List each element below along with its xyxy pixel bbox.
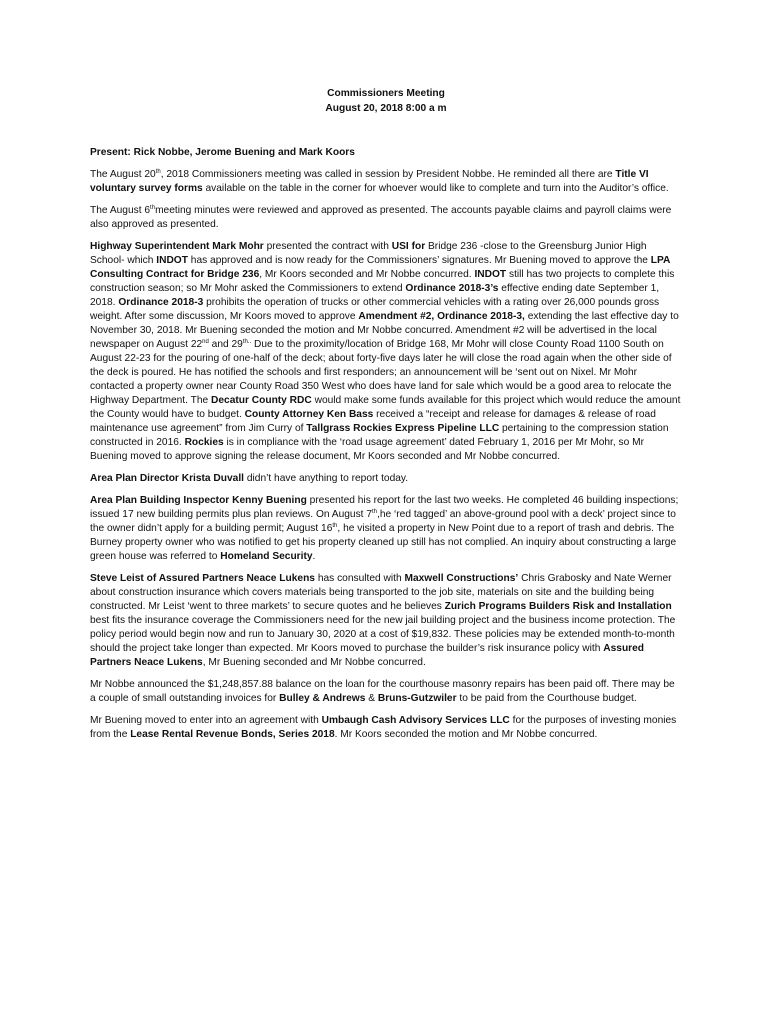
- paragraph-text: still has two projects to complete this construction season; so Mr Mohr asked the Commissioners to extend: [90, 269, 675, 294]
- paragraph-text: Mr Nobbe announced the $1,248,857.88 balance on the loan for the courthouse masonry repairs has been paid off. There may be a couple of small outstanding invoices for: [90, 679, 675, 704]
- bold-text: Ordinance 2018-3’s: [405, 283, 499, 294]
- bold-text: Title VI voluntary survey forms: [90, 169, 649, 194]
- bold-text: Umbaugh Cash Advisory Services LLC: [321, 715, 510, 726]
- paragraph-text: prohibits the operation of trucks or other commercial vehicles with a rating over 26,000 pounds gross weight. After some discussion, Mr Koors moved to approve: [90, 297, 660, 322]
- bold-text: INDOT: [156, 255, 188, 266]
- paragraph-text: , Mr Koors seconded and Mr Nobbe concurred.: [259, 269, 475, 280]
- bold-text: Tallgrass Rockies Express Pipeline LLC: [306, 423, 500, 434]
- paragraph-text: Bridge 236 -close to the Greensburg Junior High School- which: [90, 241, 647, 266]
- paragraph-text: received a “receipt and release for damages & release of road maintenance use agreement” from Jim Curry of: [90, 409, 656, 434]
- bold-text: Maxwell Constructions’: [404, 573, 519, 584]
- paragraph-text: Due to the proximity/location of Bridge 168, Mr Mohr will close County Road 1100 South on August 22-23 for the pouring of one-half of the deck; about forty-five days later he will close the road again when the other side of the deck is poured. He has notified the schools and first responders; an announcement will be ‘sent out on Nixel. Mr Mohr contacted a property owner near County Road 350 West who does have land for sale which would be a good area to relocate the Highway Department. The: [90, 339, 672, 406]
- paragraph-text: to be paid from the Courthouse budget.: [456, 693, 637, 704]
- ordinal-suffix: th: [150, 205, 156, 211]
- bold-text: Area Plan Director Krista Duvall: [90, 473, 245, 484]
- paragraph-text: , 2018 Commissioners meeting was called in session by President Nobbe. He reminded all there are: [160, 169, 616, 180]
- bold-text: Steve Leist of Assured Partners Neace Lukens: [90, 573, 315, 584]
- attendance-line: Present: Rick Nobbe, Jerome Buening and Mark Koors: [90, 147, 355, 158]
- minutes-paragraph: [90, 472, 682, 486]
- bold-text: INDOT: [474, 269, 507, 280]
- paragraph-text: , he visited a property in New Point due to a report of trash and debris. The Burney property owner who was notified to get his property cleaned up still has not complied. An inquiry about constructing a large green house was referred to: [90, 523, 677, 562]
- paragraph-text: ,he ‘red tagged’ an above-ground pool with a deck’ project since to the owner didn’t apply for a building permit; August 16: [90, 509, 676, 534]
- bold-text: Area Plan Building Inspector Kenny Buening: [90, 495, 307, 506]
- bold-text: Rockies: [184, 437, 224, 448]
- bold-text: Ordinance 2018-3: [118, 297, 204, 308]
- paragraph-text: The August 6: [90, 205, 151, 216]
- paragraph-text: presented his report for the last two weeks. He completed 46 building inspections; issued 17 new building permits plus plan reviews. On August 7: [90, 495, 679, 520]
- paragraph-text: has consulted with: [314, 573, 405, 584]
- ordinal-suffix: th: [155, 169, 161, 175]
- bold-text: Bruns-Gutzwiler: [377, 693, 457, 704]
- minutes-paragraph: [90, 168, 682, 196]
- minutes-body: [90, 168, 682, 742]
- ordinal-suffix: th..: [242, 339, 252, 345]
- bold-text: Decatur County RDC: [211, 395, 312, 406]
- document-date: August 20, 2018 8:00 a m: [325, 103, 447, 114]
- paragraph-text: has approved and is now ready for the Commissioners’ signatures. Mr Buening moved to approve the: [187, 255, 651, 266]
- paragraph-text: for the purposes of investing monies from the: [90, 715, 677, 740]
- paragraph-text: didn’t have anything to report today.: [244, 473, 409, 484]
- bold-text: Bulley & Andrews: [279, 693, 366, 704]
- bold-text: Homeland Security: [220, 551, 313, 562]
- minutes-paragraph: [90, 240, 682, 464]
- bold-text: Highway Superintendent Mark Mohr: [90, 241, 264, 252]
- bold-text: USI for: [391, 241, 426, 252]
- minutes-paragraph: [90, 678, 682, 706]
- paragraph-text: effective ending date September 1, 2018.: [90, 283, 660, 308]
- paragraph-text: pertaining to the compression station constructed in 2016.: [90, 423, 669, 448]
- minutes-paragraph: [90, 572, 682, 670]
- bold-text: Lease Rental Revenue Bonds, Series 2018: [130, 729, 335, 740]
- paragraph-text: best fits the insurance coverage the Commissioners need for the new jail building project and the business income protection. The policy period would begin now and run to January 30, 2020 at a cost of $19,832. These policies may be extended month-to-month should the project take longer than expected. Mr Koors moved to purchase the builder’s risk insurance policy with: [90, 615, 676, 654]
- document-page: [90, 86, 682, 750]
- ordinal-suffix: th: [332, 523, 338, 529]
- paragraph-text: and 29: [208, 339, 243, 350]
- ordinal-suffix: th: [372, 509, 378, 515]
- paragraph-text: would make some funds available for this project which would reduce the amount the County would have to budget.: [90, 395, 681, 420]
- paragraph-text: presented the contract with: [263, 241, 392, 252]
- paragraph-text: , Mr Buening seconded and Mr Nobbe concurred.: [202, 657, 426, 668]
- bold-text: LPA Consulting Contract for Bridge 236: [90, 255, 671, 280]
- paragraph-text: The August 20: [90, 169, 156, 180]
- paragraph-text: extending the last effective day to November 30, 2018. Mr Buening seconded the motion and Mr Nobbe concurred. Amendment #2 will be advertised in the local newspaper on August 22: [90, 311, 679, 350]
- bold-text: County Attorney Ken Bass: [244, 409, 374, 420]
- paragraph-text: meeting minutes were reviewed and approved as presented. The accounts payable claims and payroll claims were also approved as presented.: [90, 205, 672, 230]
- paragraph-text: is in compliance with the ‘road usage agreement’ dated February 1, 2016 per Mr Mohr, so Mr Buening moved to approve signing the release document, Mr Koors seconded and Mr Nobbe concurred.: [90, 437, 645, 462]
- paragraph-text: &: [365, 693, 378, 704]
- paragraph-text: Mr Buening moved to enter into an agreement with: [90, 715, 322, 726]
- paragraph-text: .: [312, 551, 316, 562]
- minutes-paragraph: [90, 714, 682, 742]
- minutes-paragraph: [90, 204, 682, 232]
- ordinal-suffix: nd: [202, 339, 209, 345]
- paragraph-text: Chris Grabosky and Nate Werner about construction insurance which covers materials being transported to the job site, materials on site and the building being constructed. Mr Leist ‘went to three markets’ to secure quotes and he believes: [90, 573, 672, 612]
- minutes-paragraph: [90, 494, 682, 564]
- paragraph-text: . Mr Koors seconded the motion and Mr Nobbe concurred.: [334, 729, 598, 740]
- bold-text: Zurich Programs Builders Risk and Installation: [444, 601, 672, 612]
- bold-text: Assured Partners Neace Lukens: [90, 643, 645, 668]
- bold-text: Amendment #2, Ordinance 2018-3,: [358, 311, 525, 322]
- paragraph-text: available on the table in the corner for whoever would like to complete and turn into the Auditor’s office.: [202, 183, 669, 194]
- title-block: [90, 86, 682, 116]
- document-title: Commissioners Meeting: [327, 88, 445, 99]
